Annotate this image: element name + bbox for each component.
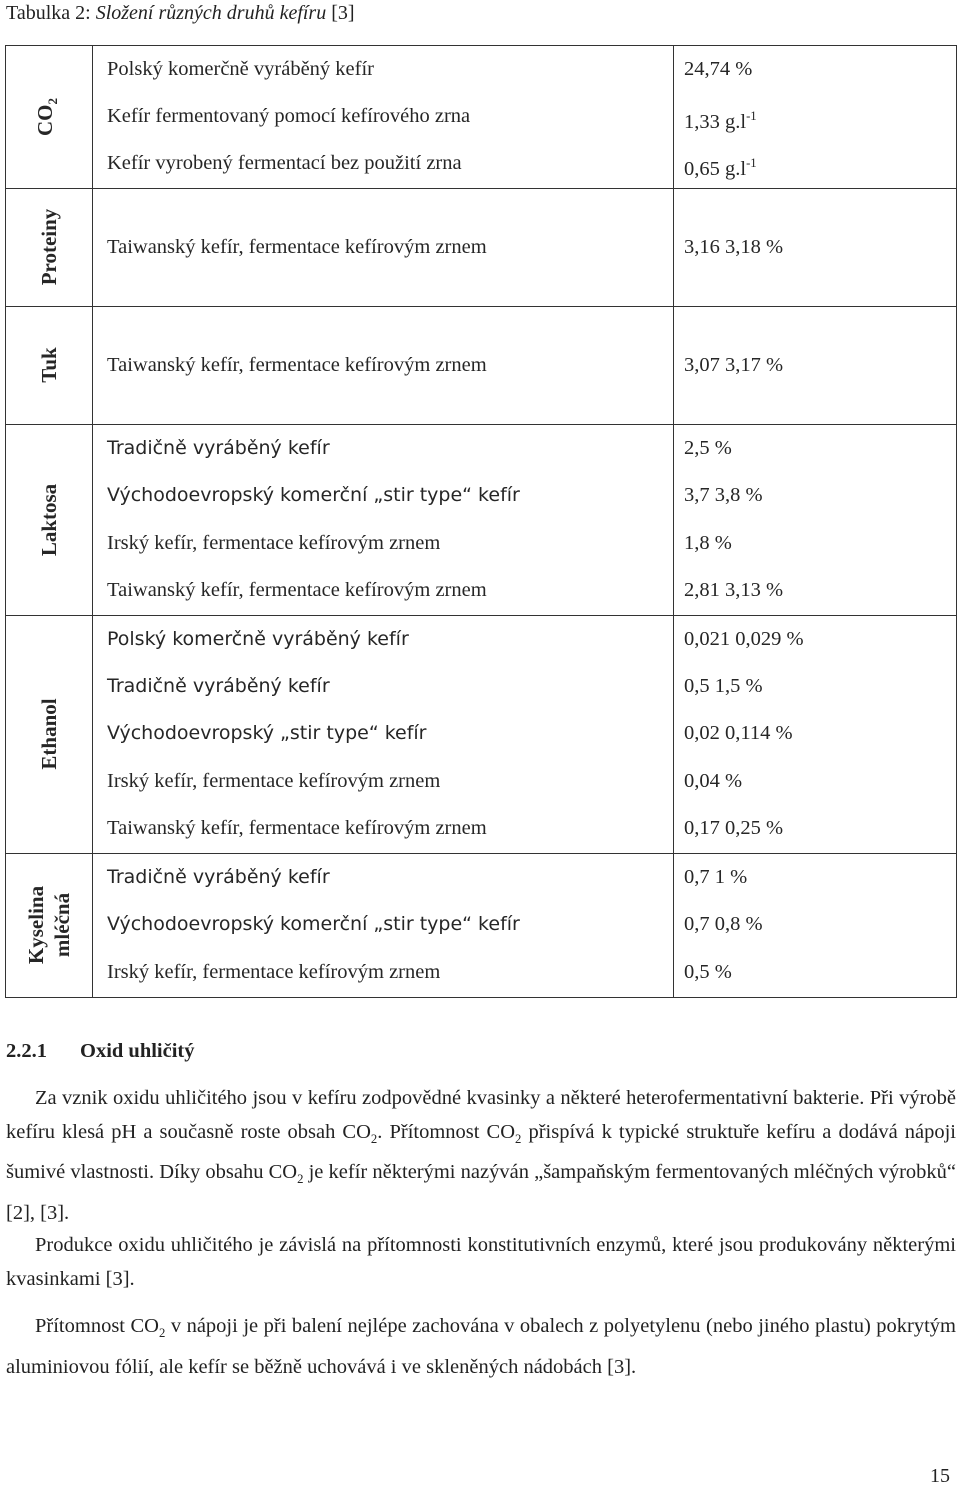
table-group-tuk — [6, 306, 957, 424]
table-row-product: Tradičně vyráběný kefír — [107, 437, 330, 460]
table-row-product: Polský komerčně vyráběný kefír — [107, 628, 409, 651]
product-cell — [93, 188, 674, 306]
section-number: 2.2.1 — [6, 1040, 47, 1062]
caption-prefix: Tabulka 2: — [6, 2, 96, 24]
category-cell — [6, 306, 93, 424]
table-row-value: 0,04 % — [684, 769, 743, 792]
table-row-value: 24,74 % — [684, 58, 753, 80]
table-row-value: 3,16 3,18 % — [684, 235, 784, 258]
category-label: Kyselina mléčná — [24, 885, 74, 965]
category-cell — [6, 188, 93, 306]
value-cell — [674, 424, 957, 615]
paragraph-1: Za vznik oxidu uhličitého jsou v kefíru zodpovědné kvasinky a některé heterofermentativní bakterie. Při výrobě kefíru klesá pH a současně roste obsah $CO_2$. Přítomnost $CO_2$ přispívá k typické struktuře kefíru a dodává nápoji šumivé vlastnosti. Díky obsahu $CO_2$ je kefír některými nazýván „šampaňským fermentovaných mléčných výrobků“ [2], [3]. — [6, 1087, 956, 1224]
category-cell — [6, 853, 93, 997]
table-row-product: Taiwanský kefír, fermentace kefírovým zrnem — [107, 353, 487, 376]
table-row-product: Východoevropský komerční „stir type“ kefír — [107, 913, 520, 936]
product-cell — [93, 853, 674, 997]
table-group-kyselina-mlecna — [6, 853, 957, 997]
category-label: Proteiny — [37, 208, 61, 286]
table-row-product: Taiwanský kefír, fermentace kefírovým zrnem — [107, 816, 487, 839]
table-row-product: Taiwanský kefír, fermentace kefírovým zrnem — [107, 235, 487, 258]
table-row-product: Východoevropský komerční „stir type“ kefír — [107, 484, 520, 507]
table-row-value: 2,5 % — [684, 437, 732, 460]
section-heading — [6, 1040, 194, 1063]
value-cell — [674, 188, 957, 306]
table-row-value: 1,33 $g.l^{-1}$ — [684, 109, 757, 134]
table-row-product: Kefír vyrobený fermentací bez použití zrna — [107, 152, 462, 175]
table-row-value: 2,81 3,13 % — [684, 578, 784, 601]
paragraph-2: Produkce oxidu uhličitého je závislá na přítomnosti konstitutivních enzymů, které jsou produkovány některými kvasinkami [3]. — [6, 1234, 956, 1290]
table-row-product: Kefír fermentovaný pomocí kefírového zrna — [107, 105, 471, 128]
table-row-value: 0,65 $g.l^{-1}$ — [684, 156, 757, 181]
value-cell — [674, 615, 957, 853]
composition-table — [5, 45, 957, 998]
category-label: $CO_2$ — [32, 97, 61, 136]
table-group-co2 — [6, 46, 957, 189]
table-row-product: Irský kefír, fermentace kefírovým zrnem — [107, 960, 441, 983]
table-group-ethanol — [6, 615, 957, 853]
caption-ref: [3] — [326, 2, 355, 24]
table-caption — [6, 1, 355, 25]
table-row-value: 0,7 0,8 % — [684, 913, 763, 936]
category-cell — [6, 615, 93, 853]
category-cell — [6, 424, 93, 615]
product-cell — [93, 424, 674, 615]
value-cell — [674, 306, 957, 424]
product-cell — [93, 306, 674, 424]
table-row-value: 3,7 3,8 % — [684, 484, 763, 507]
table-row-product: Tradičně vyráběný kefír — [107, 675, 330, 698]
table-row-value: 0,021 0,029 % — [684, 628, 804, 651]
table-row-product: Irský kefír, fermentace kefírovým zrnem — [107, 531, 441, 554]
product-cell — [93, 46, 674, 189]
table-row-value: 1,8 % — [684, 531, 732, 554]
table-row-value: 0,5 1,5 % — [684, 675, 763, 698]
table-row-product: Polský komerčně vyráběný kefír — [107, 58, 374, 80]
value-cell — [674, 853, 957, 997]
page-number: 15 — [930, 1465, 950, 1487]
table-row-value: 0,17 0,25 % — [684, 816, 784, 839]
product-cell — [93, 615, 674, 853]
table-row-value: 0,5 % — [684, 960, 732, 983]
value-cell — [674, 46, 957, 189]
section-title: Oxid uhličitý — [80, 1040, 195, 1062]
category-label: Laktosa — [37, 483, 61, 556]
table-row-product: Východoevropský „stir type“ kefír — [107, 722, 427, 745]
table-row-product: Irský kefír, fermentace kefírovým zrnem — [107, 769, 441, 792]
table-row-value: 3,07 3,17 % — [684, 353, 784, 376]
caption-title: Složení různých druhů kefíru — [95, 2, 327, 24]
category-label: Tuk — [37, 347, 61, 383]
table-row-value: 0,7 1 % — [684, 866, 748, 889]
table-group-proteiny — [6, 188, 957, 306]
table-row-product: Taiwanský kefír, fermentace kefírovým zrnem — [107, 578, 487, 601]
category-label: Ethanol — [37, 698, 61, 770]
table-row-value: 0,02 0,114 % — [684, 722, 793, 745]
category-cell — [6, 46, 93, 189]
paragraph-3: Přítomnost $CO_2$ v nápoji je při balení nejlépe zachována v obalech z polyetylenu (nebo jiného plastu) pokrytým aluminiovou fólií, ale kefír se běžně uchovává i ve skleněných nádobách [3]. — [6, 1315, 956, 1378]
table-group-laktosa — [6, 424, 957, 615]
table-row-product: Tradičně vyráběný kefír — [107, 866, 330, 889]
